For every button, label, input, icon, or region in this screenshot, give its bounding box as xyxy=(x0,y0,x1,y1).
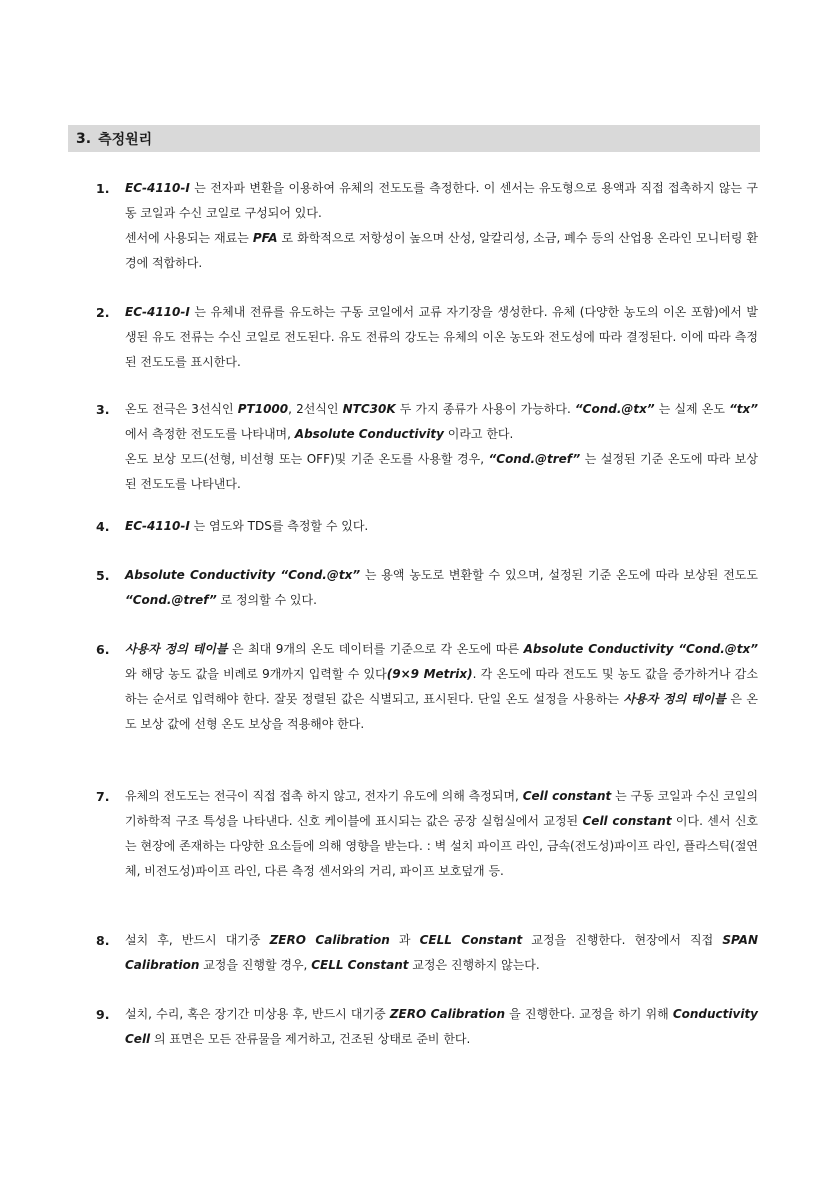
text-run: 는 염도와 TDS를 측정할 수 있다. xyxy=(189,519,369,533)
emphasis-term: NTC30K xyxy=(342,402,396,416)
item-number: 5. xyxy=(96,568,110,583)
emphasis-term: ZERO Calibration xyxy=(389,1007,506,1021)
emphasis-term: CELL Constant xyxy=(311,958,409,972)
emphasis-term: 사용자 정의 테이블 xyxy=(623,692,726,706)
text-run: 의 표면은 모든 잔류물을 제거하고, 건조된 상태로 준비 한다. xyxy=(150,1032,471,1046)
item-number: 1. xyxy=(96,181,110,196)
emphasis-term: Absolute Conductivity xyxy=(294,427,444,441)
text-run: 이라고 한다. xyxy=(443,427,514,441)
text-run: 은 온도 보상 값에 선형 온도 보상을 적용해야 한다. xyxy=(125,692,758,731)
emphasis-term: “tx” xyxy=(729,402,758,416)
text-run: 에서 측정한 전도도를 나타내며, xyxy=(125,427,295,441)
emphasis-term: PFA xyxy=(252,231,278,245)
text-run: 로 화학적으로 저항성이 높으며 산성, 알칼리성, 소금, 폐수 등의 산업용 온라인 모니터링 환경에 적합하다. xyxy=(125,231,758,270)
text-run: 는 용액 농도로 변환할 수 있으며, 설정된 기준 온도에 따라 보상된 전도도 xyxy=(360,568,758,582)
text-run: 는 실제 온도 xyxy=(654,402,730,416)
emphasis-term: Conductivity Cell xyxy=(125,1007,758,1046)
text-run: 유체의 전도도는 전극이 직접 접촉 하지 않고, 전자기 유도에 의해 측정되며, xyxy=(125,789,523,803)
emphasis-term: “Cond.@tref” xyxy=(488,452,581,466)
item-text xyxy=(125,563,758,613)
emphasis-term: EC-4110-I xyxy=(125,181,190,195)
emphasis-term: Cell constant xyxy=(522,789,612,803)
text-run: 는 유체내 전류를 유도하는 구동 코일에서 교류 자기장을 생성한다. 유체 (다양한 농도의 이온 포함)에서 발생된 유도 전류는 수신 코일로 전도된다. 유도 전류의 강도는 유체의 이온 농도와 전도성에 따라 결정된다. 이에 따라 측정된 전도도를 표시한다. xyxy=(125,305,758,369)
item-text xyxy=(125,300,758,375)
list-item xyxy=(96,928,758,978)
emphasis-term: Cell constant xyxy=(582,814,672,828)
emphasis-term: EC-4110-I xyxy=(125,519,190,533)
list-item xyxy=(96,300,758,375)
text-run: 온도 전극은 3선식인 xyxy=(125,402,238,416)
item-number: 6. xyxy=(96,642,110,657)
emphasis-term: PT1000 xyxy=(237,402,289,416)
item-number: 9. xyxy=(96,1007,110,1022)
text-run: 는 구동 코일과 수신 코일의 기하학적 구조 특성을 나타낸다. 신호 케이블에 표시되는 값은 공장 실험실에서 교정된 xyxy=(125,789,758,828)
text-run: 교정은 진행하지 않는다. xyxy=(408,958,540,972)
text-run: 로 정의할 수 있다. xyxy=(216,593,317,607)
item-text xyxy=(125,928,758,978)
text-run: 교정을 진행한다. 현장에서 직접 xyxy=(522,933,723,947)
item-text xyxy=(125,397,758,497)
text-run: 이다. 센서 신호는 현장에 존재하는 다양한 요소들에 의해 영향을 받는다. : 벽 설치 파이프 라인, 금속(전도성)파이프 라인, 플라스틱(절연체, 비전도성)파이프 라인, 다른 측정 센서와의 거리, 파이프 보호덮개 등. xyxy=(125,814,759,878)
list-item xyxy=(96,176,758,276)
emphasis-term: Absolute Conductivity “Cond.@tx” xyxy=(523,642,759,656)
text-run: . 각 온도에 따라 전도도 및 농도 값을 증가하거나 감소하는 순서로 입력해야 한다. 잘못 정렬된 값은 식별되고, 표시된다. 단일 온도 설정을 사용하는 xyxy=(125,667,758,706)
list-item xyxy=(96,563,758,613)
section-number: 3. xyxy=(76,130,92,147)
text-run: 을 진행한다. 교정을 하기 위해 xyxy=(505,1007,673,1021)
emphasis-term: SPAN Calibration xyxy=(125,933,758,972)
text-run: , 2선식인 xyxy=(288,402,343,416)
item-text xyxy=(125,1002,758,1052)
item-text xyxy=(125,784,758,884)
item-number: 8. xyxy=(96,933,110,948)
list-item xyxy=(96,637,758,737)
emphasis-term: “Cond.@tx” xyxy=(574,402,655,416)
list-item xyxy=(96,514,758,539)
text-run: 설치 후, 반드시 대기중 xyxy=(125,933,270,947)
emphasis-term: ZERO Calibration xyxy=(269,933,390,947)
emphasis-term: EC-4110-I xyxy=(125,305,190,319)
item-text xyxy=(125,514,758,539)
emphasis-term: CELL Constant xyxy=(419,933,523,947)
list-item xyxy=(96,1002,758,1052)
item-number: 4. xyxy=(96,519,110,534)
text-run: 는 전자파 변환을 이용하여 유체의 전도도를 측정한다. 이 센서는 유도형으로 용액과 직접 접촉하지 않는 구동 코일과 수신 코일로 구성되어 있다. xyxy=(125,181,758,220)
text-run: 두 가지 종류가 사용이 가능하다. xyxy=(395,402,575,416)
section-title: 측정원리 xyxy=(98,131,153,148)
text-run: 와 해당 농도 값을 비례로 9개까지 입력할 수 있다 xyxy=(125,667,387,681)
emphasis-term: “Cond.@tref” xyxy=(125,593,217,607)
section-heading xyxy=(68,125,760,152)
text-run: 는 설정된 기준 온도에 따라 보상된 전도도를 나타낸다. xyxy=(125,452,758,491)
emphasis-term: Absolute Conductivity “Cond.@tx” xyxy=(125,568,361,582)
emphasis-term: 사용자 정의 테이블 xyxy=(125,642,228,656)
item-number: 3. xyxy=(96,402,110,417)
item-text xyxy=(125,176,758,276)
text-run: 온도 보상 모드(선형, 비선형 또는 OFF)및 기준 온도를 사용할 경우, xyxy=(125,452,489,466)
list-item xyxy=(96,784,758,884)
text-run: 설치, 수리, 혹은 장기간 미상용 후, 반드시 대기중 xyxy=(125,1007,390,1021)
text-run: 은 최대 9개의 온도 데이터를 기준으로 각 온도에 따른 xyxy=(227,642,524,656)
item-number: 2. xyxy=(96,305,110,320)
text-run: 센서에 사용되는 재료는 xyxy=(125,231,253,245)
item-text xyxy=(125,637,758,737)
text-run: 과 xyxy=(389,933,420,947)
text-run: 교정을 진행할 경우, xyxy=(199,958,312,972)
emphasis-term: (9×9 Metrix) xyxy=(386,667,473,681)
list-item xyxy=(96,397,758,497)
item-number: 7. xyxy=(96,789,110,804)
